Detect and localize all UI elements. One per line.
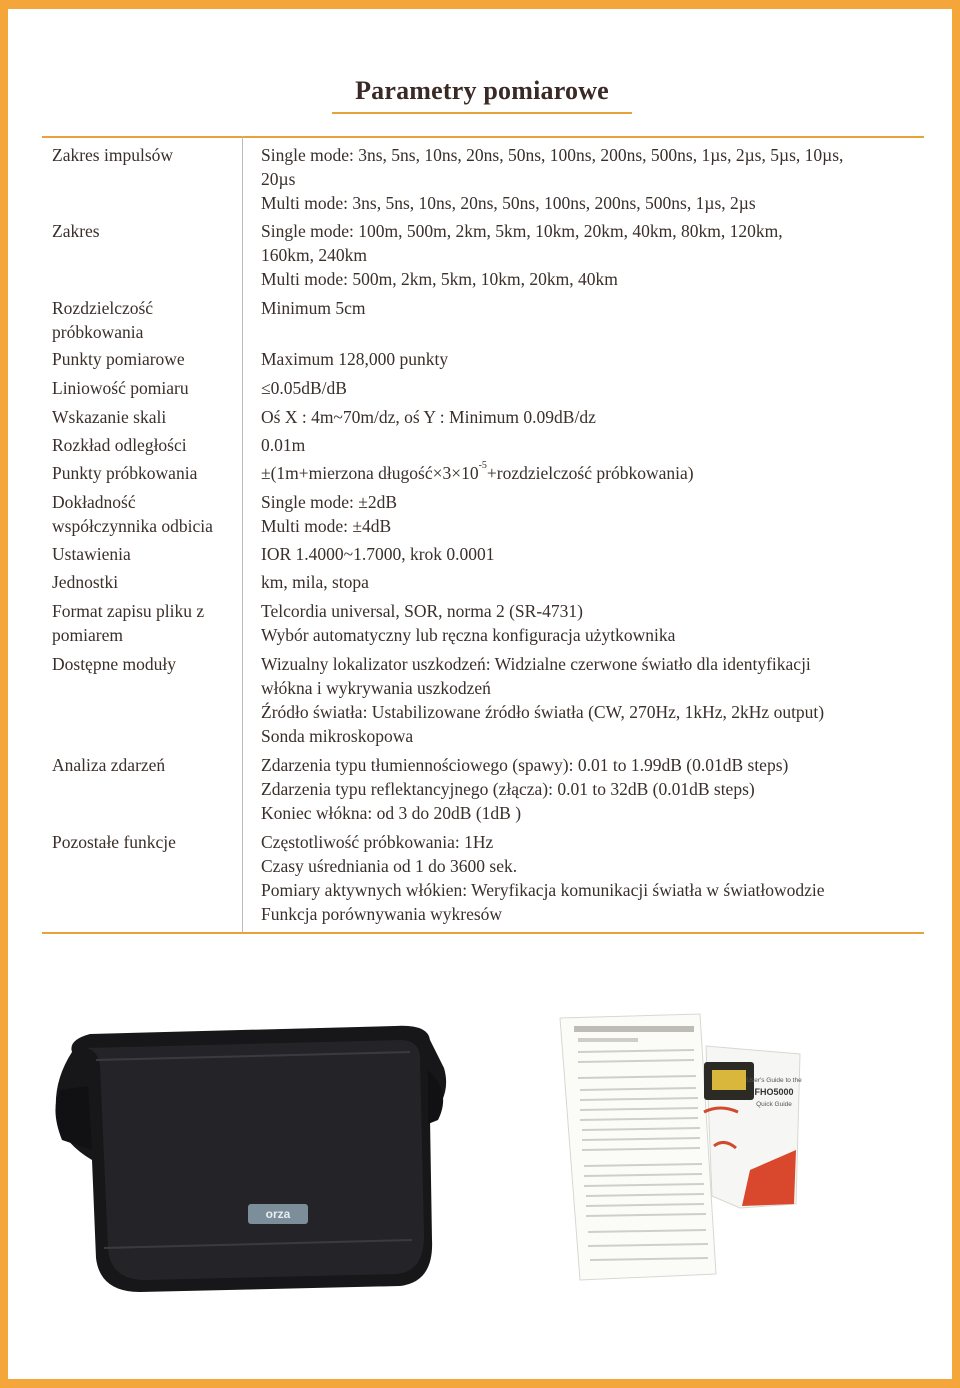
row-value: Sonda mikroskopowa xyxy=(261,726,414,746)
row-value: 160km, 240km xyxy=(261,245,367,265)
row-label: Ustawienia xyxy=(52,544,131,564)
row-label: Punkty próbkowania xyxy=(52,463,198,483)
row-label: Wskazanie skali xyxy=(52,407,167,427)
row-value: Zdarzenia typu reflektancyjnego (złącza): 0.01 to 32dB (0.01dB steps) xyxy=(261,779,755,799)
row-label: współczynnika odbicia xyxy=(52,516,213,536)
quick-guide-image xyxy=(704,1046,802,1208)
row-value: km, mila, stopa xyxy=(261,572,369,592)
row-label: Rozdzielczość xyxy=(52,298,154,318)
row-label: Punkty pomiarowe xyxy=(52,349,185,369)
carrying-bag-image xyxy=(55,1026,446,1292)
row-value: Pomiary aktywnych włókien: Weryfikacja komunikacji światła w światłowodzie xyxy=(261,880,825,900)
row-label: Jednostki xyxy=(52,572,119,592)
row-value: Multi mode: ±4dB xyxy=(261,516,392,536)
value-text: +rozdzielczość próbkowania) xyxy=(486,463,694,483)
guide-title-line2: FHO5000 xyxy=(754,1087,794,1097)
row-value: Telcordia universal, SOR, norma 2 (SR-4731) xyxy=(261,601,583,621)
row-label: Rozkład odległości xyxy=(52,435,187,455)
row-label: próbkowania xyxy=(52,322,144,342)
bag-logo-text: orza xyxy=(265,1207,291,1221)
row-value: Maximum 128,000 punkty xyxy=(261,349,449,369)
row-label: Liniowość pomiaru xyxy=(52,378,189,398)
row-label: Zakres xyxy=(52,221,100,241)
row-value: ≤0.05dB/dB xyxy=(261,378,347,398)
row-value: Multi mode: 3ns, 5ns, 10ns, 20ns, 50ns, 100ns, 200ns, 500ns, 1µs, 2µs xyxy=(261,193,756,213)
row-value: Multi mode: 500m, 2km, 5km, 10km, 20km, 40km xyxy=(261,269,618,289)
row-value: Wybór automatyczny lub ręczna konfiguracja użytkownika xyxy=(261,625,676,645)
value-text: ±(1m+mierzona długość×3×10 xyxy=(261,463,479,483)
value-exponent: -5 xyxy=(478,460,487,471)
guide-title-line1: User's Guide to the xyxy=(746,1077,802,1084)
guide-title-line3: Quick Guide xyxy=(756,1101,792,1108)
page-title: Parametry pomiarowe xyxy=(355,76,609,105)
row-value: Koniec włókna: od 3 do 20dB (1dB ) xyxy=(261,803,522,823)
row-label: Format zapisu pliku z xyxy=(52,601,205,621)
row-value: Single mode: 3ns, 5ns, 10ns, 20ns, 50ns, 100ns, 200ns, 500ns, 1µs, 2µs, 5µs, 10µs, xyxy=(261,145,844,165)
row-label: pomiarem xyxy=(52,625,123,645)
row-label: Zakres impulsów xyxy=(52,145,174,165)
row-value: Zdarzenia typu tłumiennościowego (spawy): 0.01 to 1.99dB (0.01dB steps) xyxy=(261,755,789,775)
row-value: Źródło światła: Ustabilizowane źródło światła (CW, 270Hz, 1kHz, 2kHz output) xyxy=(261,702,825,722)
row-label: Pozostałe funkcje xyxy=(52,832,176,852)
row-value: Minimum 5cm xyxy=(261,298,366,318)
row-value: 0.01m xyxy=(261,435,306,455)
row-value: IOR 1.4000~1.7000, krok 0.0001 xyxy=(261,544,495,564)
row-value: Single mode: ±2dB xyxy=(261,492,397,512)
row-value: Single mode: 100m, 500m, 2km, 5km, 10km, 20km, 40km, 80km, 120km, xyxy=(261,221,783,241)
row-value: Częstotliwość próbkowania: 1Hz xyxy=(261,832,494,852)
row-label: Dokładność xyxy=(52,492,136,512)
row-value: Wizualny lokalizator uszkodzeń: Widzialne czerwone światło dla identyfikacji xyxy=(261,654,811,674)
row-value: Funkcja porównywania wykresów xyxy=(261,904,503,924)
calibration-certificate-image xyxy=(560,1014,716,1280)
row-label: Analiza zdarzeń xyxy=(52,755,166,775)
row-value: włókna i wykrywania uszkodzeń xyxy=(261,678,491,698)
row-value: Oś X : 4m~70m/dz, oś Y : Minimum 0.09dB/dz xyxy=(261,407,596,427)
row-label: Dostępne moduły xyxy=(52,654,176,674)
row-value: Czasy uśredniania od 1 do 3600 sek. xyxy=(261,856,518,876)
row-value: 20µs xyxy=(261,169,296,189)
